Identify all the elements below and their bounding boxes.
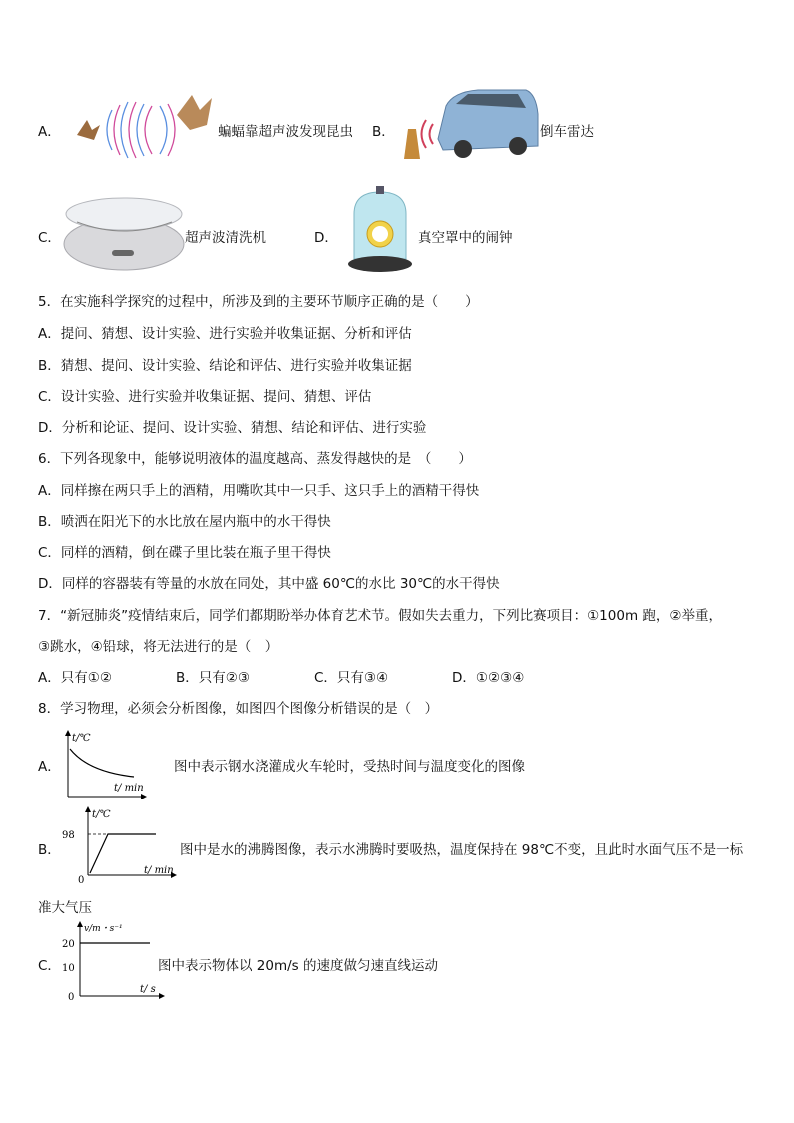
q8-stem: 8．学习物理，必须会分析图像，如图四个图像分析错误的是（ ） xyxy=(38,701,439,717)
q6-option-b: B．喷洒在阳光下的水比放在屋内瓶中的水干得快 xyxy=(38,514,331,530)
q4-option-a-letter: A． xyxy=(38,124,61,140)
q6-option-c: C．同样的酒精，倒在碟子里比装在瓶子里干得快 xyxy=(38,545,331,561)
q5-stem: 5．在实施科学探究的过程中，所涉及到的主要环节顺序正确的是（ ） xyxy=(38,294,479,310)
q8-c-tick-20: 20 xyxy=(62,939,75,950)
bell-jar-alarm-clock-image xyxy=(344,184,416,276)
q8-c-x-label: t/ s xyxy=(140,984,156,995)
q8-a-y-label: t/℃ xyxy=(72,733,91,744)
q8-graph-b xyxy=(58,803,178,883)
ultrasonic-cleaner-image xyxy=(62,192,187,272)
q8-option-b-text: 图中是水的沸腾图像，表示水沸腾时要吸热，温度保持在 98℃不变，且此时水面气压不是一标 xyxy=(180,842,744,858)
q8-graph-c xyxy=(58,918,168,1004)
q4-option-b-caption: 倒车雷达 xyxy=(540,124,594,140)
q7-option-b: B．只有②③ xyxy=(176,670,250,686)
q8-b-x-label: t/ min xyxy=(144,865,174,876)
q7-option-a: A．只有①② xyxy=(38,670,112,686)
q7-option-c: C．只有③④ xyxy=(314,670,389,686)
q5-option-b: B．猜想、提问、设计实验、结论和评估、进行实验并收集证据 xyxy=(38,358,412,374)
q8-b-tick-98: 98 xyxy=(62,830,75,841)
q8-option-a-letter: A． xyxy=(38,759,61,775)
q4-option-b-letter: B． xyxy=(372,124,395,140)
q8-c-origin: 0 xyxy=(68,992,75,1003)
q4-option-c-letter: C． xyxy=(38,230,61,246)
q5-option-a: A．提问、猜想、设计实验、进行实验并收集证据、分析和评估 xyxy=(38,326,412,342)
q8-c-tick-10: 10 xyxy=(62,963,75,974)
q8-option-b-text-cont: 准大气压 xyxy=(38,900,92,916)
bat-ultrasound-image xyxy=(72,90,217,165)
q8-option-a-text: 图中表示钢水浇灌成火车轮时，受热时间与温度变化的图像 xyxy=(174,759,525,775)
q5-option-c: C．设计实验、进行实验并收集证据、提问、猜想、评估 xyxy=(38,389,372,405)
q5-option-d: D．分析和论证、提问、设计实验、猜想、结论和评估、进行实验 xyxy=(38,420,427,436)
q8-graph-a xyxy=(58,727,148,799)
q8-a-x-label: t/ min xyxy=(114,783,144,794)
q8-b-origin: 0 xyxy=(78,875,85,883)
q4-option-a-caption: 蝙蝠靠超声波发现昆虫 xyxy=(218,124,353,140)
q8-b-y-label: t/℃ xyxy=(92,809,111,820)
reversing-radar-car-image xyxy=(398,84,540,164)
q7-option-d: D．①②③④ xyxy=(452,670,525,686)
q8-c-y-label: v/m・s⁻¹ xyxy=(84,924,123,934)
q6-option-a: A．同样擦在两只手上的酒精，用嘴吹其中一只手、这只手上的酒精干得快 xyxy=(38,483,480,499)
q7-stem-line2: ③跳水，④铅球，将无法进行的是（ ） xyxy=(38,639,279,655)
q8-a-cooling-curve xyxy=(70,749,134,777)
q6-option-d: D．同样的容器装有等量的水放在同处，其中盛 60℃的水比 30℃的水干得快 xyxy=(38,576,500,592)
q7-stem-line1: 7．“新冠肺炎”疫情结束后，同学们都期盼举办体育艺术节。假如失去重力，下列比赛项目：①100m 跑，②举重， xyxy=(38,608,722,624)
q4-option-d-letter: D． xyxy=(314,230,338,246)
q8-option-b-letter: B． xyxy=(38,842,61,858)
q4-option-c-caption: 超声波清洗机 xyxy=(185,230,266,246)
q8-option-c-letter: C． xyxy=(38,958,61,974)
q8-option-c-text: 图中表示物体以 20m/s 的速度做匀速直线运动 xyxy=(158,958,438,974)
q6-stem: 6．下列各现象中，能够说明液体的温度越高、蒸发得越快的是 （ ） xyxy=(38,451,472,467)
q4-option-d-caption: 真空罩中的闹钟 xyxy=(418,230,513,246)
